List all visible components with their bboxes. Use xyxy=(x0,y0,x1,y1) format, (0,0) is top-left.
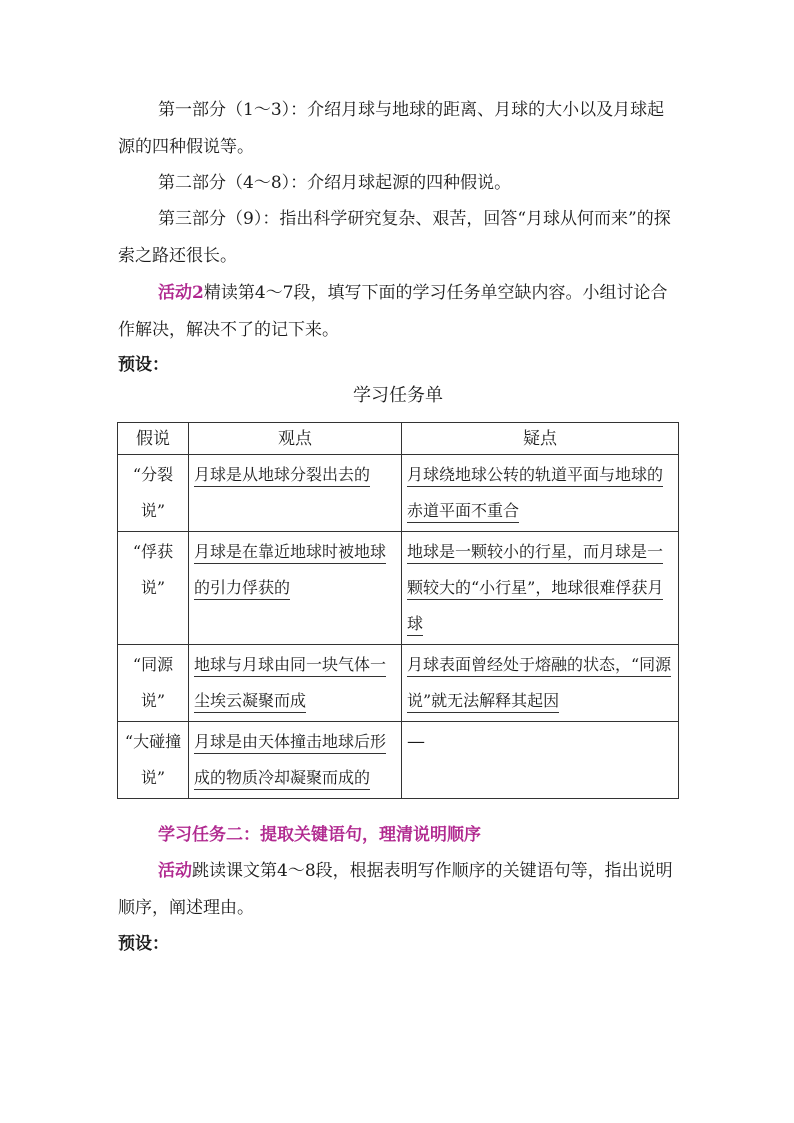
activity2-paragraph xyxy=(118,275,678,349)
activity2-text: 精读第4～7段，填写下面的学习任务单空缺内容。小组讨论合作解决，解决不了的记下来。 xyxy=(118,283,668,340)
view-cell: 月球是由天体撞击地球后形成的物质冷却凝聚而成的 xyxy=(194,732,386,790)
task-sheet-table xyxy=(117,422,679,799)
doubt-cell: 月球表面曾经处于熔融的状态，“同源说”就无法解释其起因 xyxy=(407,655,671,713)
doubt-cell: 月球绕地球公转的轨道平面与地球的赤道平面不重合 xyxy=(407,465,663,523)
view-cell: 地球与月球由同一块气体一尘埃云凝聚而成 xyxy=(194,655,386,713)
preset-label-1: 预设： xyxy=(118,355,169,375)
activity-label: 活动 xyxy=(158,861,192,881)
header-doubt: 疑点 xyxy=(402,423,679,455)
part3-paragraph: 第三部分（9）：指出科学研究复杂、艰苦，回答“月球从何而来”的探索之路还很长。 xyxy=(118,209,671,266)
hypothesis-cell: “分裂说” xyxy=(118,455,189,532)
hypothesis-cell: “大碰撞说” xyxy=(118,722,189,799)
activity2-label: 活动2 xyxy=(158,283,204,303)
activity-text: 跳读课文第4～8段，根据表明写作顺序的关键语句等，指出说明顺序，阐述理由。 xyxy=(118,861,673,918)
table-row xyxy=(118,532,679,645)
part1-paragraph: 第一部分（1～3）：介绍月球与地球的距离、月球的大小以及月球起源的四种假说等。 xyxy=(118,100,665,157)
hypothesis-cell: “同源说” xyxy=(118,645,189,722)
view-cell: 月球是从地球分裂出去的 xyxy=(194,465,370,487)
part2-paragraph: 第二部分（4～8）：介绍月球起源的四种假说。 xyxy=(158,173,512,193)
header-view: 观点 xyxy=(189,423,402,455)
header-hypothesis: 假说 xyxy=(118,423,189,455)
table-row xyxy=(118,722,679,799)
table-row xyxy=(118,645,679,722)
preset-label-2: 预设： xyxy=(118,934,169,954)
task2-heading: 学习任务二：提取关键语句，理清说明顺序 xyxy=(158,825,481,845)
view-cell: 月球是在靠近地球时被地球的引力俘获的 xyxy=(194,542,386,600)
doubt-cell: — xyxy=(402,722,679,799)
task-sheet-title: 学习任务单 xyxy=(353,385,443,405)
table-header-row xyxy=(118,423,679,455)
table-row xyxy=(118,455,679,532)
activity-paragraph xyxy=(118,853,678,927)
doubt-cell: 地球是一颗较小的行星，而月球是一颗较大的“小行星”，地球很难俘获月球 xyxy=(407,542,663,636)
hypothesis-cell: “俘获说” xyxy=(118,532,189,645)
